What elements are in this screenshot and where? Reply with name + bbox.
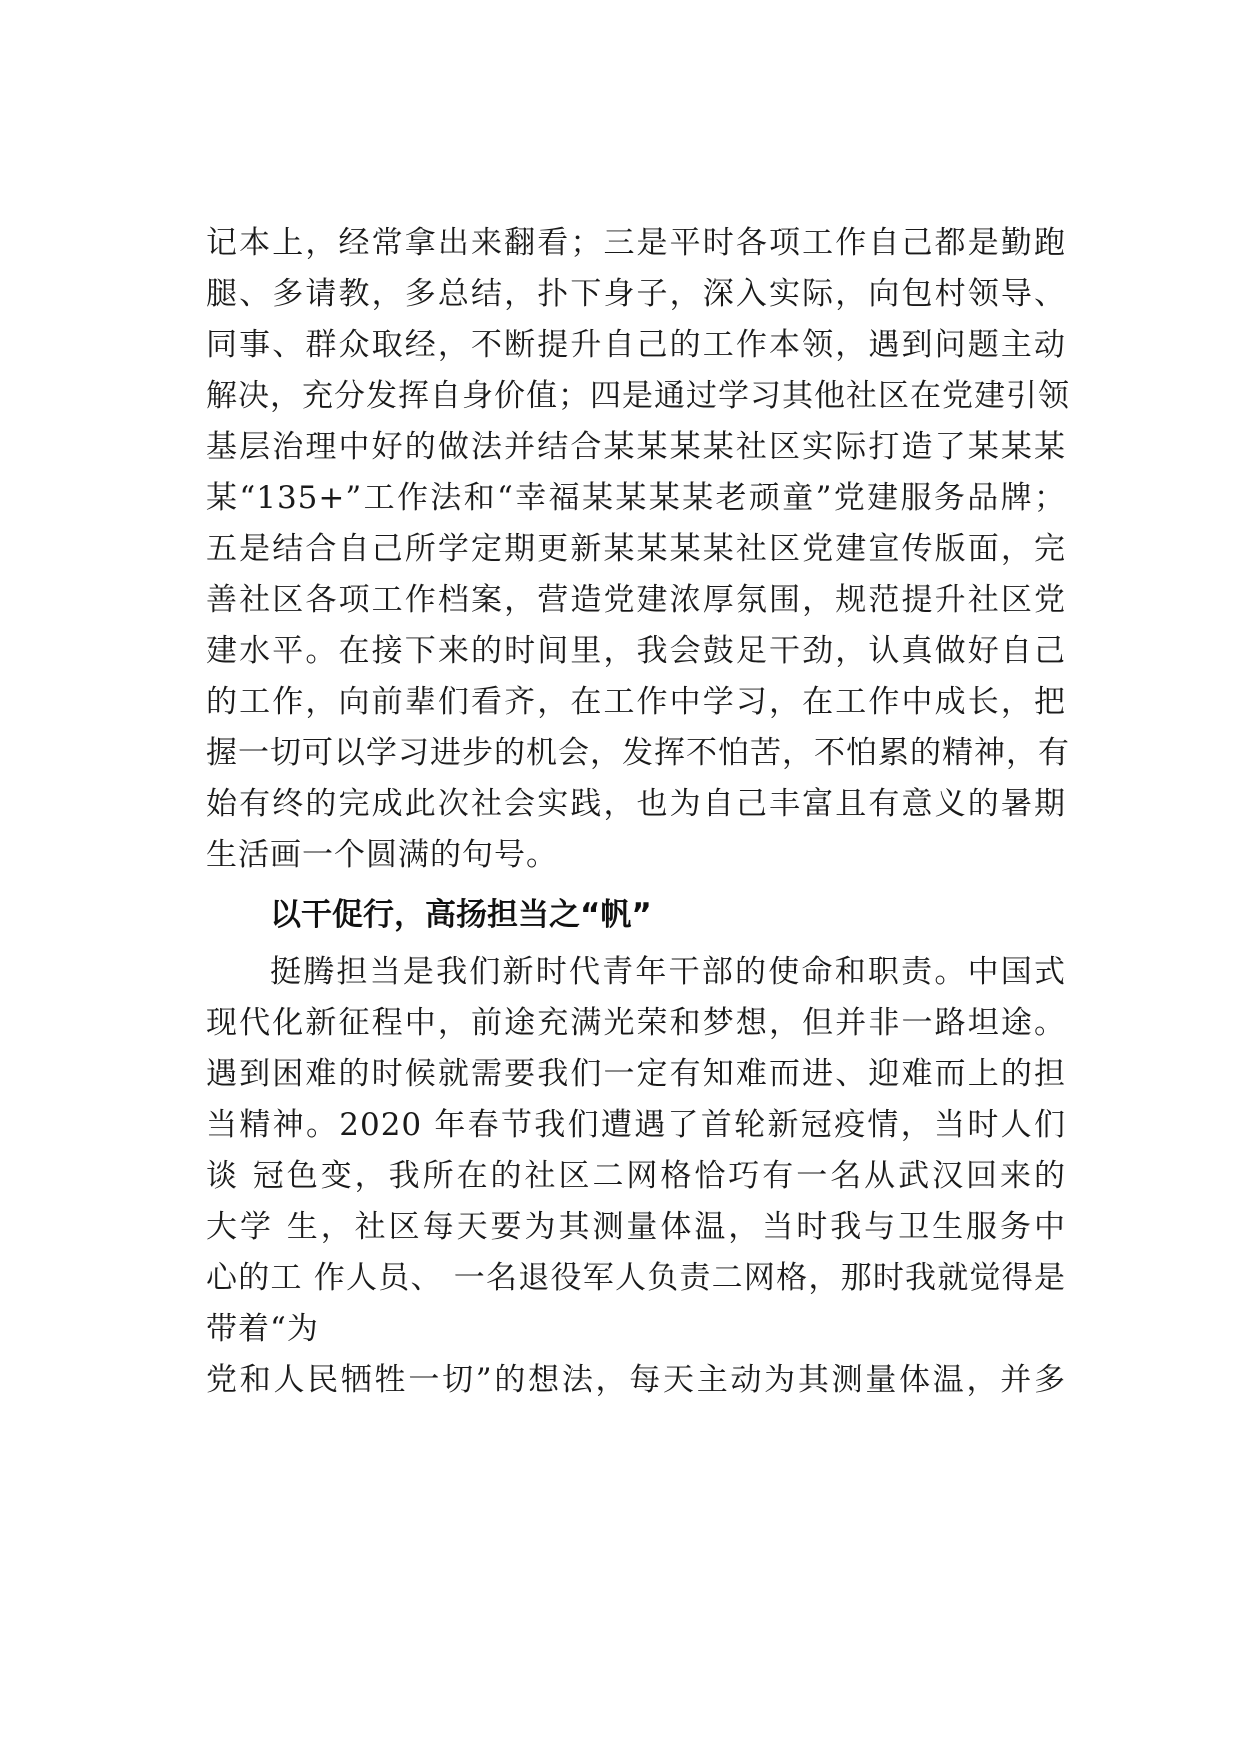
text-line: 善社区各项工作档案，营造党建浓厚氛围，规范提升社区党 [206, 582, 1066, 618]
text-line: 带着“为 [206, 1311, 319, 1347]
text-line: 大学 生，社区每天要为其测量体温，当时我与卫生服务中 [206, 1209, 1066, 1245]
text-line: 始有终的完成此次社会实践，也为自己丰富且有意义的暑期 [206, 786, 1066, 822]
text-line: 五是结合自己所学定期更新某某某某社区党建宣传版面，完 [206, 531, 1066, 567]
text-line: 现代化新征程中，前途充满光荣和梦想，但并非一路坦途。 [206, 1005, 1066, 1041]
paragraph-1 [206, 218, 1070, 881]
text-line: 建水平。在接下来的时间里，我会鼓足干劲，认真做好自己 [206, 633, 1066, 669]
text-line: 同事、群众取经，不断提升自己的工作本领，遇到问题主动 [206, 327, 1066, 363]
text-line: 握一切可以学习进步的机会，发挥不怕苦，不怕累的精神，有 [206, 735, 1070, 771]
text-line: 某“135+”工作法和“幸福某某某某老顽童”党建服务品牌； [206, 480, 1066, 516]
text-line: 解决，充分发挥自身价值；四是通过学习其他社区在党建引领 [206, 378, 1070, 414]
text-line: 谈 冠色变，我所在的社区二网格恰巧有一名从武汉回来的 [206, 1158, 1066, 1194]
text-line: 腿、多请教，多总结，扑下身子，深入实际，向包村领导、 [206, 276, 1066, 312]
text-line: 生活画一个圆满的句号。 [206, 837, 558, 873]
document-body [206, 218, 1070, 1406]
text-line: 党和人民牺牲一切”的想法，每天主动为其测量体温，并多 [206, 1362, 1066, 1398]
text-line: 遇到困难的时候就需要我们一定有知难而进、迎难而上的担 [206, 1056, 1066, 1092]
section-heading: 以干促行，高扬担当之“帆” [270, 897, 652, 933]
paragraph-2 [206, 947, 1066, 1406]
text-line: 挺腾担当是我们新时代青年干部的使命和职责。中国式 [270, 954, 1066, 990]
text-line: 心的工 作人员、 一名退役军人负责二网格，那时我就觉得是 [206, 1260, 1066, 1296]
text-line: 记本上，经常拿出来翻看；三是平时各项工作自己都是勤跑 [206, 225, 1066, 261]
text-line: 基层治理中好的做法并结合某某某某社区实际打造了某某某 [206, 429, 1066, 465]
text-line: 当精神。2020 年春节我们遭遇了首轮新冠疫情，当时人们 [206, 1107, 1066, 1143]
text-line: 的工作，向前辈们看齐，在工作中学习，在工作中成长，把 [206, 684, 1066, 720]
